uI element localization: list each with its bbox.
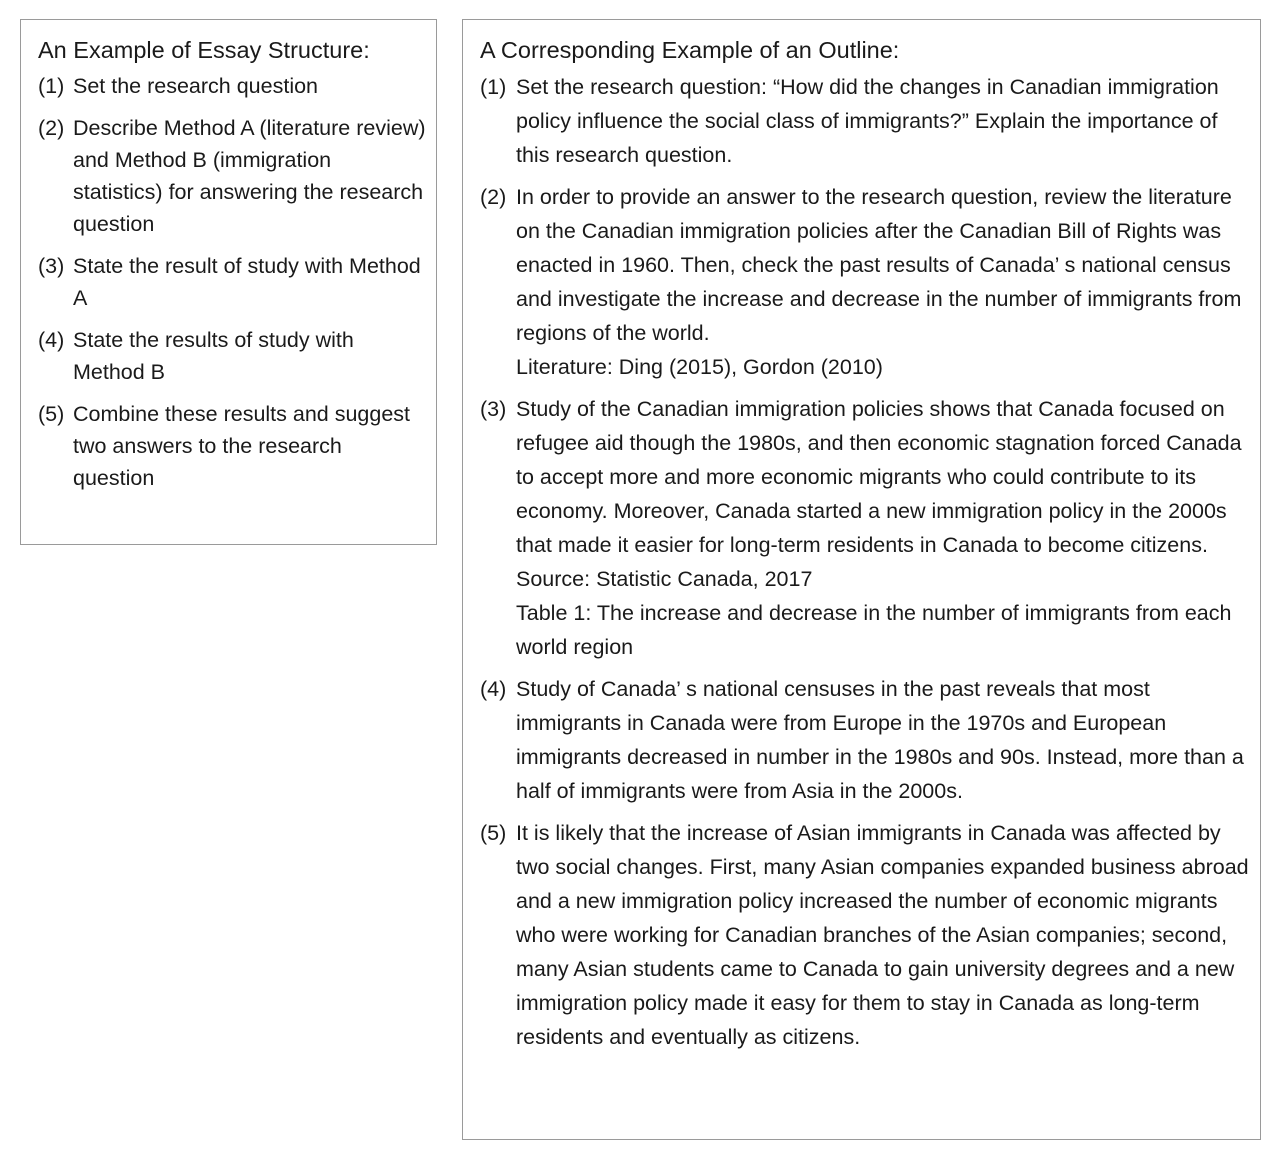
- item-text: Study of the Canadian immigration policies shows that Canada focused on refugee aid though the 1980s, and then economic stagnation forced Canada to accept more and more economic migrants who could contribute to its economy. Moreover, Canada started a new immigration policy in the 2000s that made it easier for long-term residents in Canada to become citizens.: [516, 397, 1242, 557]
- item-text: It is likely that the increase of Asian immigrants in Canada was affected by two social changes. First, many Asian companies expanded business abroad and a new immigration policy increased the number of economic migrants who were working for Canadian branches of the Asian companies; second, many Asian students came to Canada to gain university degrees and a new immigration policy made it easy for them to stay in Canada as long-term residents and eventually as citizens.: [516, 821, 1249, 1049]
- item-text: Describe Method A (literature review) and Method B (immigration statistics) for answering the research question: [73, 116, 426, 236]
- essay-structure-box: [20, 19, 437, 545]
- item-body: [516, 180, 1254, 384]
- item-note: Literature: Ding (2015), Gordon (2010): [516, 355, 883, 379]
- item-text: Set the research question: “How did the changes in Canadian immigration policy influence the social class of immigrants?” Explain the importance of this research question.: [516, 75, 1219, 167]
- list-item: [480, 180, 1254, 384]
- item-text: State the results of study with Method B: [73, 328, 354, 384]
- item-note: Source: Statistic Canada, 2017: [516, 567, 813, 591]
- item-number: (4): [480, 677, 507, 701]
- list-item: [38, 398, 426, 494]
- item-number: (2): [38, 116, 65, 140]
- outline-title: A Corresponding Example of an Outline:: [480, 37, 900, 63]
- item-text: State the result of study with Method A: [73, 254, 421, 310]
- item-number: (3): [480, 397, 507, 421]
- item-number: (1): [38, 74, 65, 98]
- item-number: (1): [480, 75, 507, 99]
- item-note: Table 1: The increase and decrease in the number of immigrants from each world region: [516, 601, 1232, 659]
- list-item: [38, 324, 426, 388]
- essay-structure-list: [38, 70, 426, 494]
- item-text: Combine these results and suggest two answers to the research question: [73, 402, 411, 490]
- list-item: [38, 112, 426, 240]
- item-number: (2): [480, 185, 507, 209]
- list-item: [38, 70, 426, 102]
- outline-list: [480, 70, 1254, 1054]
- item-number: (4): [38, 328, 65, 352]
- item-text: Set the research question: [73, 74, 319, 98]
- list-item: [480, 672, 1254, 808]
- item-text: Study of Canada’ s national censuses in the past reveals that most immigrants in Canada were from Europe in the 1970s and European immigrants decreased in number in the 1980s and 90s. Instead, more than a half of immigrants were from Asia in the 2000s.: [516, 677, 1244, 803]
- outline-box: [462, 19, 1261, 1140]
- item-number: (5): [480, 821, 507, 845]
- item-number: (5): [38, 402, 65, 426]
- list-item: [480, 70, 1254, 172]
- essay-structure-title: An Example of Essay Structure:: [38, 37, 370, 63]
- list-item: [480, 392, 1254, 664]
- item-number: (3): [38, 254, 65, 278]
- item-text: In order to provide an answer to the research question, review the literature on the Canadian immigration policies after the Canadian Bill of Rights was enacted in 1960. Then, check the past results of Canada’ s national census and investigate the increase and decrease in the number of immigrants from regions of the world.: [516, 185, 1242, 345]
- list-item: [38, 250, 426, 314]
- list-item: [480, 816, 1254, 1054]
- item-body: [516, 392, 1254, 664]
